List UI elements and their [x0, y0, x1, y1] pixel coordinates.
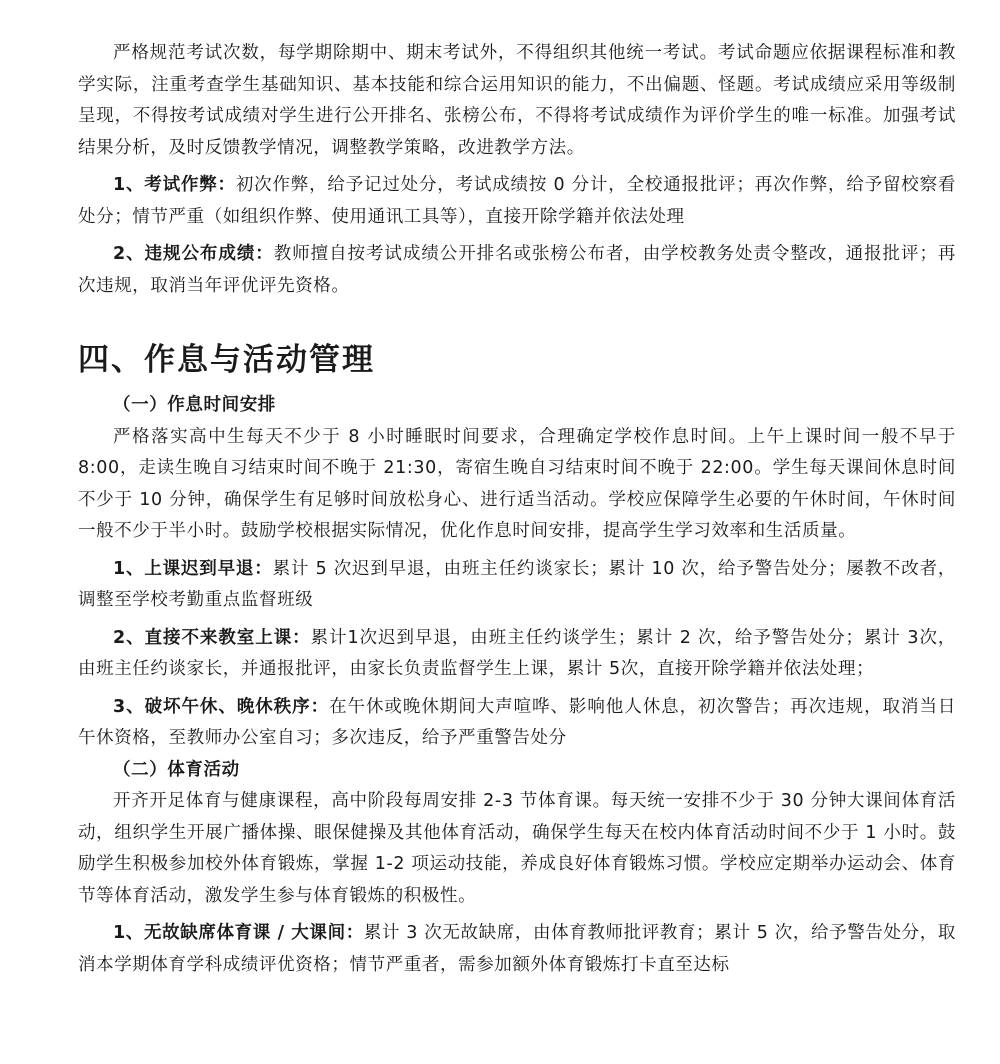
document-page — [78, 38, 956, 981]
rule-label: 2、违规公布成绩： — [113, 244, 274, 264]
rule-label: 1、无故缺席体育课 / 大课间： — [113, 923, 364, 943]
subsection-heading-schedule: （一）作息时间安排 — [113, 395, 276, 415]
rule-text: 初次作弊，给予记过处分，考试成绩按 0 分计，全校通报批评；再次作弊，给予留校察看处分；情节严重（如组织作弊、使用通讯工具等），直接开除学籍并依法处理 — [78, 175, 956, 227]
rule-skip-pe — [78, 918, 956, 981]
exam-policy-paragraph: 严格规范考试次数，每学期除期中、期末考试外，不得组织其他统一考试。考试命题应依据课程标准和教学实际，注重考查学生基础知识、基本技能和综合运用知识的能力，不出偏题、怪题。考试成绩应采用等级制呈现，不得按考试成绩对学生进行公开排名、张榜公布，不得将考试成绩作为评价学生的唯一标准。加强考试结果分析，及时反馈教学情况，调整教学策略，改进教学方法。 — [78, 43, 956, 158]
rule-disrupt-rest — [78, 692, 956, 755]
rule-label: 3、破坏午休、晚休秩序： — [113, 696, 330, 717]
section-heading: 四、作息与活动管理 — [78, 342, 375, 378]
rule-text: 教师擅自按考试成绩公开排名或张榜公布者，由学校教务处责令整改，通报批评；再次违规，取消当年评优评先资格。 — [78, 244, 957, 296]
rule-text: 累计 5 次迟到早退，由班主任约谈家长；累计 10 次，给予警告处分；屡教不改者，调整至学校考勤重点监督班级 — [78, 558, 956, 610]
rule-label: 1、考试作弊： — [113, 175, 236, 195]
rule-exam-cheating — [78, 170, 956, 233]
rule-text: 累计 3 次无故缺席，由体育教师批评教育；累计 5 次，给予警告处分，取消本学期体育学科成绩评优资格；情节严重者，需参加额外体育锻炼打卡直至达标 — [78, 923, 956, 975]
rule-late-early-leave — [78, 554, 956, 617]
rule-text: 在午休或晚休期间大声喧哗、影响他人休息，初次警告；再次违规，取消当日午休资格，至教师办公室自习；多次违反，给予严重警告处分 — [78, 696, 956, 748]
sports-paragraph: 开齐开足体育与健康课程，高中阶段每周安排 2-3 节体育课。每天统一安排不少于 30 分钟大课间体育活动，组织学生开展广播体操、眼保健操及其他体育活动，确保学生每天在校内体育活动时间不少于 1 小时。鼓励学生积极参加校外体育锻炼，掌握 1-2 项运动技能，养成良好体育锻炼习惯。学校应定期举办运动会、体育节等体育活动，激发学生参与体育锻炼的积极性。 — [78, 791, 956, 906]
rule-absent-class — [78, 623, 956, 686]
rule-publish-scores — [78, 239, 956, 302]
rule-label: 1、上课迟到早退： — [113, 558, 273, 579]
rule-text: 累计1次迟到早退，由班主任约谈学生；累计 2 次，给予警告处分；累计 3次，由班主任约谈家长，并通报批评，由家长负责监督学生上课，累计 5次，直接开除学籍并依法处理； — [78, 627, 957, 679]
subsection-heading-sports: （二）体育活动 — [113, 759, 240, 780]
rule-label: 2、直接不来教室上课： — [113, 627, 311, 648]
schedule-paragraph: 严格落实高中生每天不少于 8 小时睡眠时间要求，合理确定学校作息时间。上午上课时间一般不早于 8:00，走读生晚自习结束时间不晚于 21:30，寄宿生晚自习结束时间不晚于 22:00。学生每天课间休息时间不少于 10 分钟，确保学生有足够时间放松身心、进行适当活动。学校应保障学生必要的午休时间，午休时间一般不少于半小时。鼓励学校根据实际情况，优化作息时间安排，提高学生学习效率和生活质量。 — [78, 426, 956, 541]
